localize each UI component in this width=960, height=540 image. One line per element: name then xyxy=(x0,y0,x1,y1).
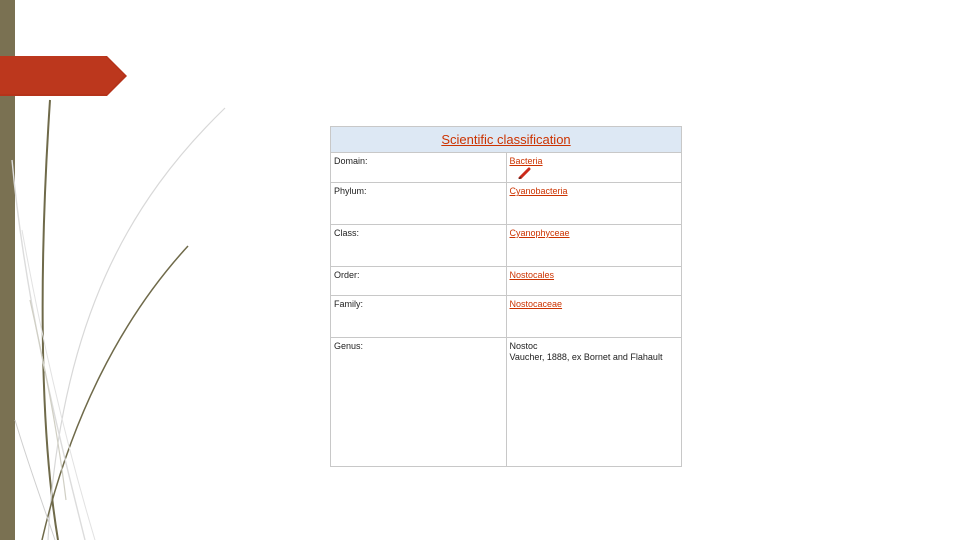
genus-name: Nostoc xyxy=(509,341,538,352)
scientific-classification-table xyxy=(330,126,682,467)
table-row xyxy=(331,183,682,225)
row-label: Class: xyxy=(331,225,507,267)
row-value xyxy=(506,296,682,338)
row-value xyxy=(506,183,682,225)
phylum-link[interactable]: Cyanobacteria xyxy=(509,186,568,197)
pen-icon xyxy=(518,167,532,179)
table-row xyxy=(331,152,682,183)
table-row xyxy=(331,338,682,467)
row-label: Genus: xyxy=(331,338,507,467)
table-row xyxy=(331,296,682,338)
table-row xyxy=(331,225,682,267)
row-value xyxy=(506,266,682,296)
row-value xyxy=(506,152,682,183)
genus-authority: Vaucher, 1888, ex Bornet and Flahault xyxy=(509,352,663,363)
row-label: Family: xyxy=(331,296,507,338)
row-label: Order: xyxy=(331,266,507,296)
row-value xyxy=(506,225,682,267)
table-header xyxy=(331,127,682,153)
table-row xyxy=(331,266,682,296)
row-label: Domain: xyxy=(331,152,507,183)
decorative-curves xyxy=(0,0,260,540)
class-link[interactable]: Cyanophyceae xyxy=(509,228,570,238)
row-value xyxy=(506,338,682,467)
family-link[interactable]: Nostocaceae xyxy=(509,299,563,310)
table-title[interactable]: Scientific classification xyxy=(441,131,571,147)
domain-link[interactable]: Bacteria xyxy=(509,155,543,166)
row-label: Phylum: xyxy=(331,183,507,225)
order-link[interactable]: Nostocales xyxy=(509,269,555,280)
